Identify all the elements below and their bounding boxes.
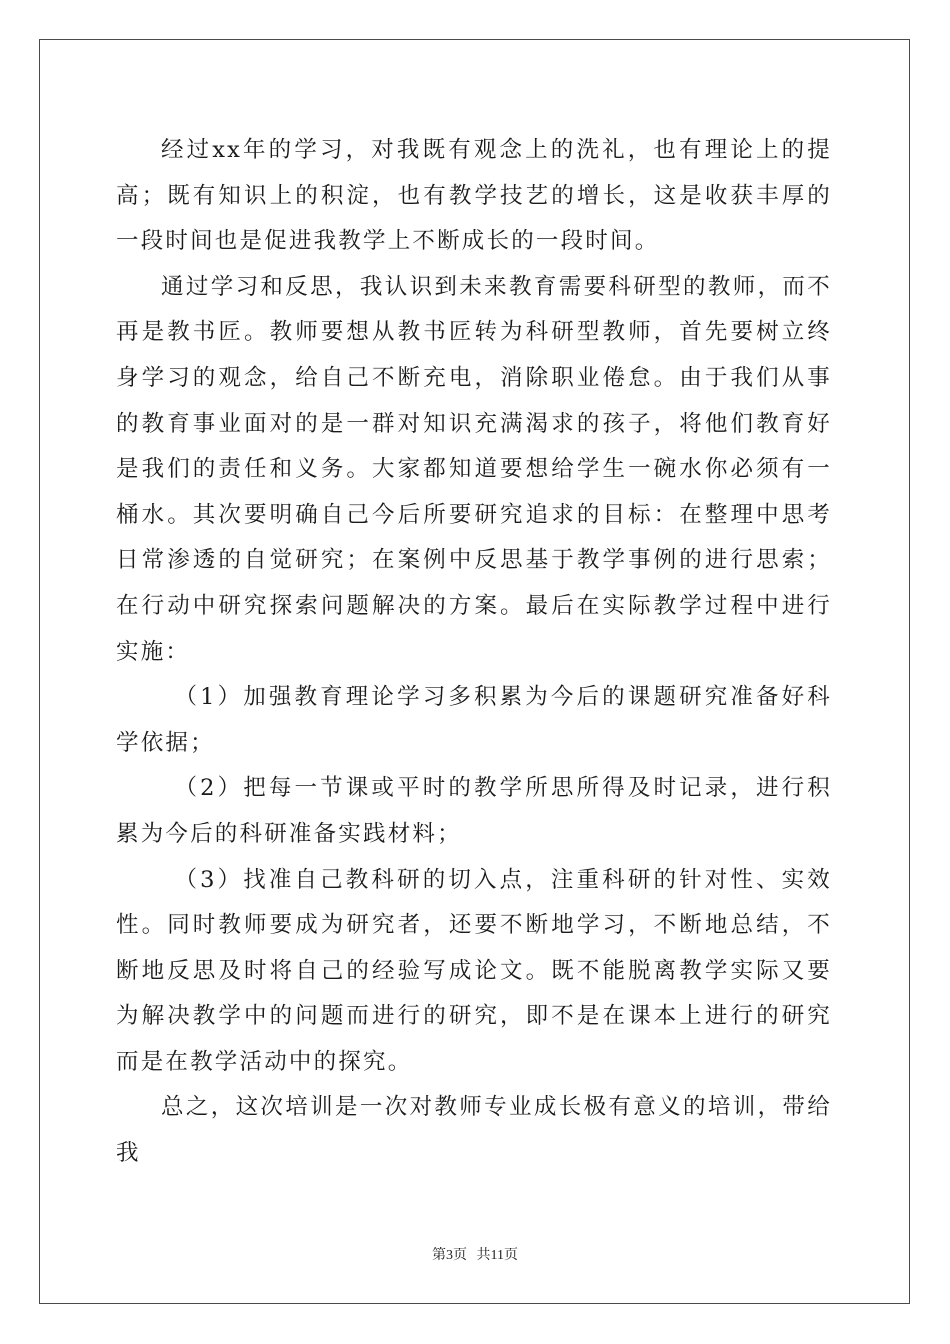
paragraph-1: 经过xx年的学习，对我既有观念上的洗礼，也有理论上的提高；既有知识上的积淀，也有教学技艺的增长，这是收获丰厚的一段时间也是促进我教学上不断成长的一段时间。 [116,137,832,255]
paragraph-2: 通过学习和反思，我认识到未来教育需要科研型的教师，而不再是教书匠。教师要想从教书匠转为科研型教师，首先要树立终身学习的观念，给自己不断充电，消除职业倦怠。由于我们从事的教育事业面对的是一群对知识充满渴求的孩子，将他们教育好是我们的责任和义务。大家都知道要想给学生一碗水你必须有一桶水。其次要明确自己今后所要研究追求的目标：在整理中思考日常渗透的自觉研究；在案例中反思基于教学事例的进行思索；在行动中研究探索问题解决的方案。最后在实际教学过程中进行实施： [116,273,832,665]
page-number: 第3页 [432,1248,467,1263]
list-item-1: （1）加强教育理论学习多积累为今后的课题研究准备好科学依据； [116,684,832,756]
list-item-2: （2）把每一节课或平时的教学所思所得及时记录，进行积累为今后的科研准备实践材料； [116,775,832,847]
list-item-3: （3）找准自己教科研的切入点，注重科研的针对性、实效性。同时教师要成为研究者，还要不断地学习，不断地总结，不断地反思及时将自己的经验写成论文。既不能脱离教学实际又要为解决教学中的问题而进行的研究，即不是在课本上进行的研究而是在教学活动中的探究。 [116,866,832,1075]
paragraph-conclusion: 总之，这次培训是一次对教师专业成长极有意义的培训，带给我 [116,1094,832,1167]
page-total: 共11页 [476,1248,518,1263]
document-body [116,128,832,1177]
page-footer [0,1244,950,1264]
